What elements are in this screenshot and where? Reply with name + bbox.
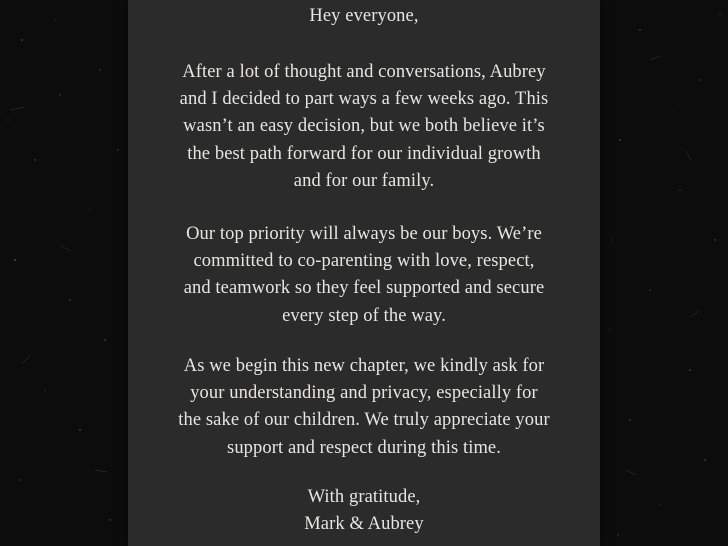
paragraph-line: and teamwork so they feel supported and secure	[183, 278, 545, 299]
paragraph-line: wasn’t an easy decision, but we both believe it’s	[183, 116, 545, 137]
paragraph-line: the sake of our children. We truly appreciate your	[178, 410, 550, 431]
letter-signature: Mark & Aubrey	[304, 514, 424, 535]
letter-paragraph-3	[128, 353, 600, 462]
paragraph-line: Our top priority will always be our boys. We’re	[186, 224, 542, 244]
paragraph-line: After a lot of thought and conversations, Aubrey	[182, 62, 546, 82]
paragraph-line: and for our family.	[293, 170, 435, 191]
letter-closing: With gratitude,	[307, 487, 421, 507]
paragraph-line: and I decided to part ways a few weeks ago. This	[179, 89, 549, 110]
letter-panel	[128, 0, 600, 546]
letter-signoff	[128, 484, 600, 538]
paragraph-line: the best path forward for our individual growth	[187, 143, 541, 164]
paragraph-line: As we begin this new chapter, we kindly ask for	[183, 356, 545, 376]
paragraph-line: your understanding and privacy, especially for	[190, 383, 538, 404]
letter-paragraph-2	[128, 221, 600, 330]
paragraph-line: support and respect during this time.	[227, 437, 501, 458]
letter-greeting: Hey everyone,	[309, 6, 419, 26]
letter-paragraph-1	[128, 59, 600, 195]
paragraph-line: committed to co-parenting with love, respect,	[193, 251, 535, 272]
paragraph-line: every step of the way.	[282, 305, 446, 326]
